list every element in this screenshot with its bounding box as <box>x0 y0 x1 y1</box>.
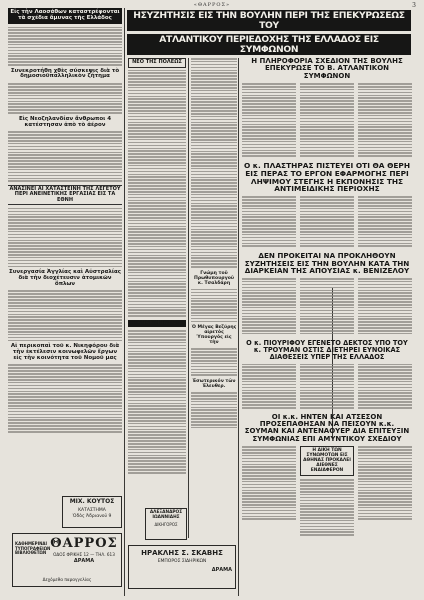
press-note: Δεχόμεθα παραγγελίας <box>42 577 92 583</box>
article-body <box>358 83 412 158</box>
banner-headline-1: ΗΣΥΖΗΤΗΣΙΣ ΕΙΣ ΤΗΝ ΒΟΥΛΗΝ ΠΕΡΙ ΤΗΣ ΕΠΕΚΥΡΩΣΕΩΣ ΤΟΥ <box>127 10 411 31</box>
announcement-tag: ΑΝΑΚΟΙΝΩΣΙΣ <box>128 320 186 328</box>
article-body <box>300 83 354 158</box>
left-headline-4: ΑΝΑΣΙΝΕΙ ΑΙ ΧΑΤΑΣΤΕΙΝΗ ΤΗΣ ΛΕΓΕΤΟΥ ΠΕΡΙ ΑΝΕΙΝΕΤΙΚΗΣ ΕΡΓΑΣΙΑΣ ΕΙΣ ΤΑ ΕΘΝΗ <box>8 185 122 205</box>
mid-story-c: Ἐσωτερικόν τῶν Ἐλευθερ. <box>192 379 236 390</box>
article-body <box>8 208 122 267</box>
article-body <box>358 278 412 336</box>
article-body <box>191 348 237 376</box>
merchant-city: ΔΡΑΜΑ <box>211 567 232 574</box>
press-address: ΟΔΟΣ ΦΡΙΚΗΣ 12 — ΤΗΛ. 613 <box>53 551 115 557</box>
article-body <box>128 330 186 473</box>
right-headline-6: Η ΔΙΚΗ ΤΩΝ ΣΥΝΩΜΟΤΩΝ ΕΙΣ ΑΘΗΝΑΣ ΠΡΟΚΑΛΕΙ ΔΙΕΘΝΕΣ ΕΝΔΙΑΦΕΡΟΝ <box>300 446 354 476</box>
press-ad <box>12 533 122 587</box>
merchant-name: ΗΡΑΚΛΗΣ Σ. ΣΚΑΒΗΣ <box>141 549 223 557</box>
article-body <box>8 131 122 182</box>
right-headline-4: Ο κ. ΠΙΟΥΡΙΦΟΥ ΕΓΕΝΕΤΟ ΔΕΚΤΟΣ ΥΠΟ ΤΟΥ κ. ΤΡΟΥΜΑΝ ΟΣΤΙΣ ΔΙΕΤΗΡΕΙ ΕΥΝΟΙΚΑΣ ΔΙΑΘΕΣΕΙΣ ΥΠΕΡ ΤΗΣ ΕΛΛΑΔΟΣ <box>246 338 408 361</box>
column-rule <box>238 58 239 596</box>
left-headline-3: Εἰς Νεοζηλανδίαν ἄνθρωποι 4 κατέστησαν ἀπὸ τὸ ἀέρον <box>18 115 112 128</box>
article-body <box>358 196 412 248</box>
right-column <box>242 58 412 598</box>
article-body <box>358 364 412 410</box>
right-headline-1: Η ΠΛΗΡΟΦΟΡΙΑ ΣΧΕΔΙΟΝ ΤΗΣ ΒΟΥΛΗΣ ΕΠΕΚΥΡΩΣΕ ΤΟ Β. ΑΤΛΑΝΤΙΚΟΝ ΣΥΜΦΩΝΟΝ <box>251 58 403 80</box>
right-headline-5: ΟΙ κ.κ. ΗΝΤΕΝ ΚΑΙ ΑΤΣΕΣΟΝ ΠΡΟΣΕΠΑΘΗΣΑΝ ΝΑ ΠΕΙΣΟΥΝ κ.κ. ΣΟΥΜΑΝ ΚΑΙ ΑΝΤΕΝΑΟΥΕΡ ΔΙΑ ΕΠΙΤΕΥΞΙΝ ΣΥΜΦΩΝΙΑΣ ΕΠΙ ΑΜΥΝΤΙΚΟΥ ΣΧΕΔΙΟΥ <box>244 412 410 443</box>
article-body <box>191 58 237 268</box>
banner-headline-2: ΑΤΛΑΝΤΙΚΟΥ ΠΕΡΙΕΔΟΧΗΣ ΤΗΣ ΕΛΛΑΔΟΣ ΕΙΣ ΣΥΜΦΩΝΟΝ <box>127 34 411 55</box>
left-headline-6: Αἱ περικοπαὶ τοῦ κ. Νικηφόρου διὰ τὴν ἐκτέλεσιν κοινωφελῶν ἔργων εἰς τὴν κοινότητα τοῦ Νομοῦ μας <box>10 343 120 361</box>
article-body <box>300 479 354 536</box>
column-rule <box>124 8 125 596</box>
article-body <box>128 70 186 317</box>
lawyer-name: ΑΛΕΞΑΝΔΡΟΣ ΙΩΑΝΝΙΔΗΣ <box>149 510 183 520</box>
article-body <box>300 278 354 336</box>
article-body <box>8 364 122 432</box>
center-column-b <box>191 58 237 538</box>
section-tag: ΝΕΟ ΤΗΣ ΠΟΛΕΩΣ <box>128 58 186 68</box>
mid-story-a: Γνώμη τοῦ Πρωθυπουργοῦ κ. Τσαλδάρη <box>194 270 234 286</box>
center-column-a <box>128 58 186 538</box>
article-body <box>242 446 296 537</box>
shop-sub: ΚΑΤΑΣΤΗΜΑ <box>78 507 106 513</box>
page-number: 3 <box>412 2 416 9</box>
article-body <box>242 364 296 410</box>
mid-story-b: Ὁ Μέγας Βεζύρης αἱρετός Ὑπουργός εἰς τὴν <box>191 325 237 346</box>
article-body <box>358 446 412 537</box>
article-body <box>191 289 237 322</box>
article-body <box>8 83 122 114</box>
shop-name: ΜΙΧ. ΚΟΥΤΟΣ <box>69 498 115 505</box>
article-body <box>242 83 296 158</box>
shop-line: Ὁδὸς Ἀδριανοῦ 9 <box>72 514 112 520</box>
center-banner <box>127 10 411 56</box>
merchant-role: ΕΜΠΟΡΟΣ ΣΙΔΗΡΙΚΩΝ <box>157 559 207 565</box>
article-body <box>8 290 122 341</box>
article-body <box>242 278 296 336</box>
article-body <box>242 196 296 248</box>
merchant-ad <box>128 545 236 589</box>
lawyer-role: ΔΙΚΗΓΟΡΟΣ <box>154 521 178 527</box>
press-city: ΔΡΑΜΑ <box>73 557 95 564</box>
press-name: ΘΑΡΡΟΣ <box>50 536 118 551</box>
right-headline-3: ΔΕΝ ΠΡΟΚΕΙΤΑΙ ΝΑ ΠΡΟΚΛΗΘΟΥΝ ΣΥΖΗΤΗΣΕΙΣ ΕΙΣ ΤΗΝ ΒΟΥΛΗΝ ΚΑΤΑ ΤΗΝ ΔΙΑΡΚΕΙΑΝ ΤΗΣ ΑΠΟΥΣΙΑΣ κ. ΒΕΝΙΖΕΛΟΥ <box>244 251 410 276</box>
left-headline-2: Συνεκροτήθη χθὲς σύσκεψις διὰ τὸ δημοσιοϋπαλληλικὸν ζήτημα <box>10 67 120 80</box>
article-body <box>300 364 354 410</box>
running-head: «ΘΑΡΡΟΣ» <box>193 2 231 8</box>
shop-ad <box>62 496 122 528</box>
left-headline-5: Συνεργασία Ἀγγλίας καὶ Αὐστραλίας διὰ τὴν διοχέτευσιν ἀτομικῶν ὅπλων <box>8 269 122 287</box>
article-body <box>191 392 237 428</box>
lawyer-ad <box>145 508 187 540</box>
article-body <box>8 27 122 66</box>
right-headline-2: Ο κ. ΠΛΑΣΤΗΡΑΣ ΠΙΣΤΕΥΕΙ ΟΤΙ ΘΑ ΘΕΡΗ ΕΙΣ ΠΕΡΑΣ ΤΟ ΕΡΓΟΝ ΕΦΑΡΜΟΓΗΣ ΠΕΡΙ ΛΗΨΙΜΟΥ ΣΤΕΓΗΣ Η ΕΚΠΟΝΗΣΙΣ ΤΗΣ ΑΝΤΙΜΕΙΔΙΚΗΣ ΠΕΡΙΟΧΗΣ <box>243 161 411 194</box>
press-left-label: ΚΑΘΗΜΕΡΙΝΑΙ ΤΥΠΟΓΡΑΦΕΙΩΝ ΒΙΒΛΙΟΘΕΤΩΝ <box>15 541 51 556</box>
left-headline-1: Εἰς τὴν Λαοσάθων καταστρέφονται τὰ σχέδια ἄμυνας τῆς Ελλάδος <box>8 8 122 24</box>
column-rule <box>188 58 189 538</box>
article-body <box>300 196 354 248</box>
